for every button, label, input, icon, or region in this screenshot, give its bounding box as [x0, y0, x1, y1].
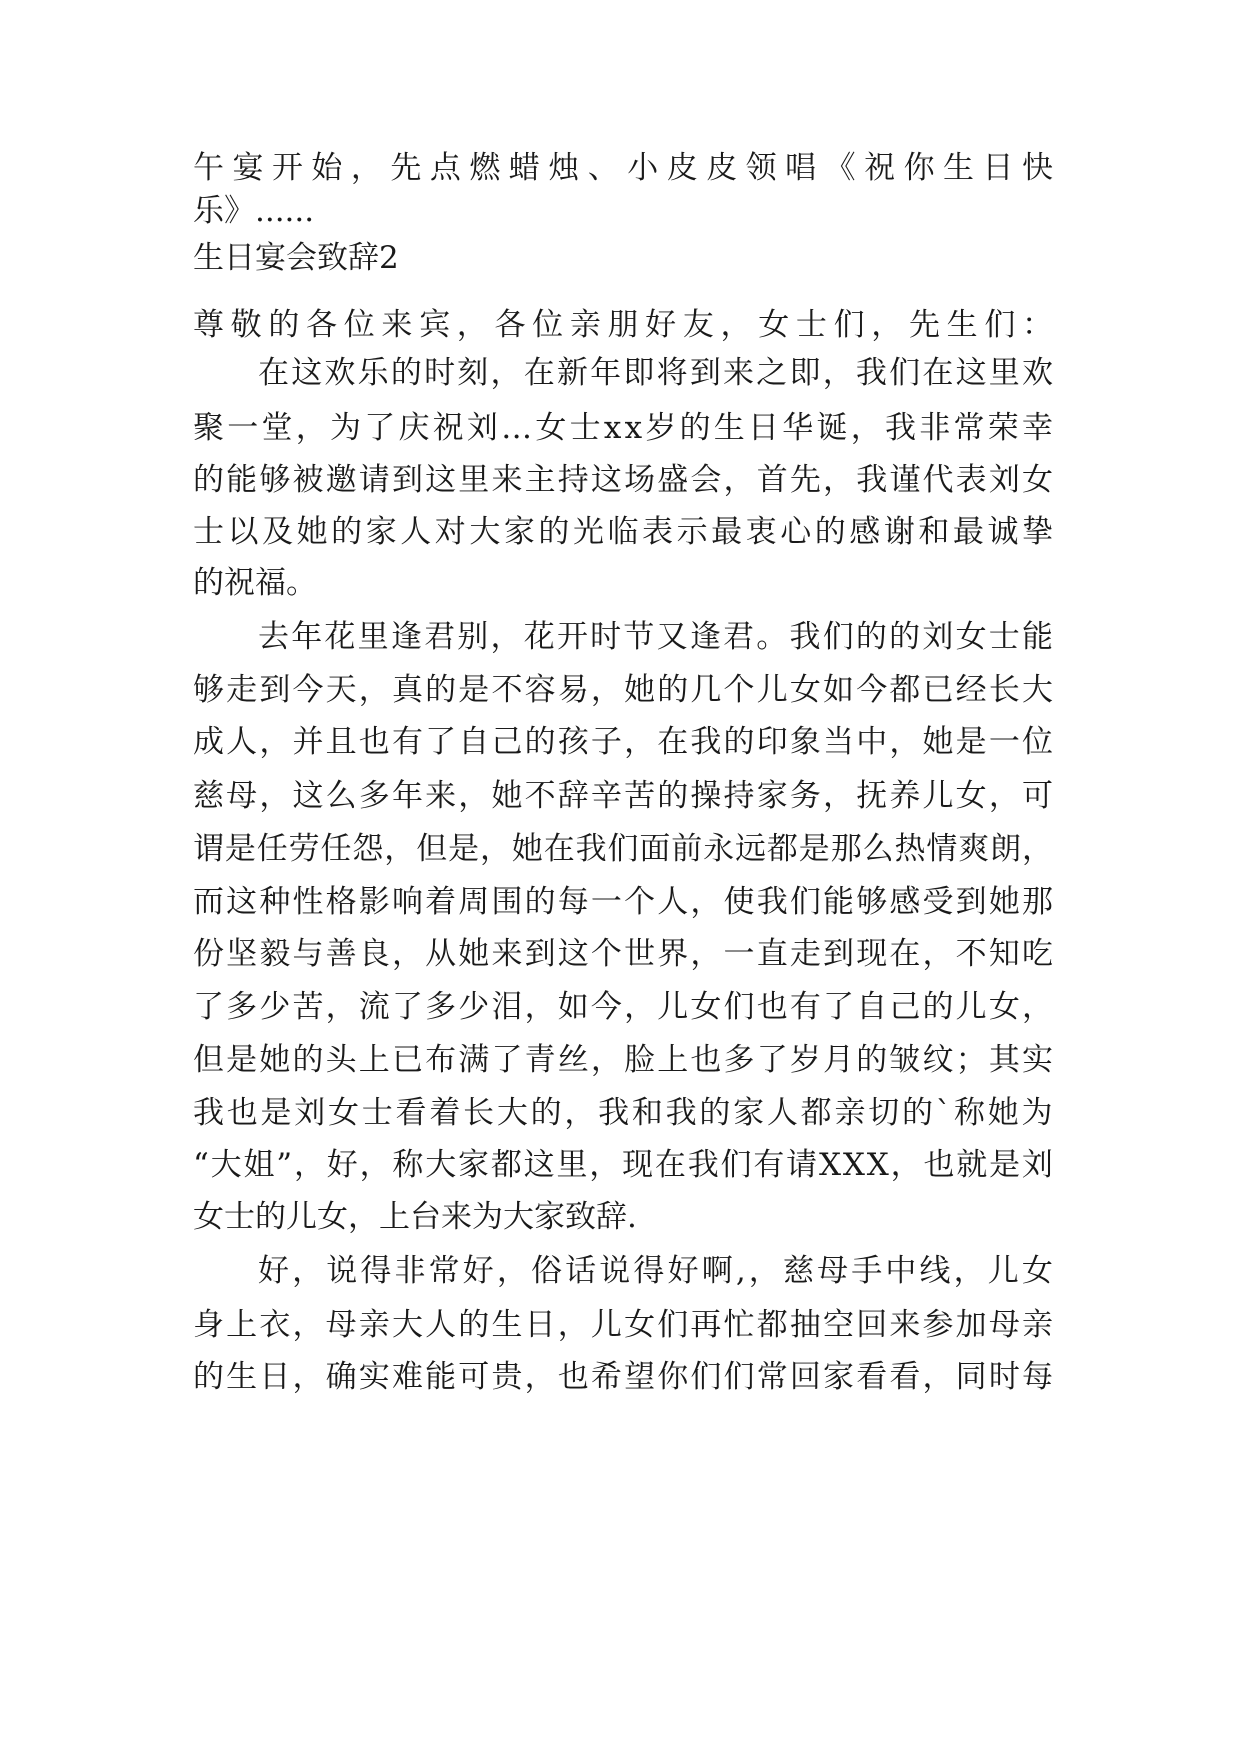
- text-line: 乐》......: [193, 193, 315, 229]
- text-line: 的生日，确实难能可贵，也希望你们们常回家看看，同时每: [193, 1359, 1056, 1395]
- text-line: 去年花里逢君别，花开时节又逢君。我们的的刘女士能: [258, 619, 1056, 655]
- text-line: 但是她的头上已布满了青丝，脸上也多了岁月的皱纹；其实: [193, 1042, 1056, 1078]
- text-line: 午宴开始，先点燃蜡烛、小皮皮领唱《祝你生日快: [193, 150, 1062, 186]
- text-line: 好，说得非常好，俗话说得好啊,，慈母手中线，儿女: [258, 1253, 1056, 1289]
- text-line: 女士的儿女，上台来为大家致辞.: [193, 1199, 637, 1235]
- text-line: 聚一堂，为了庆祝刘…女士xx岁的生日华诞，我非常荣幸: [193, 410, 1057, 446]
- text-line: 的祝福。: [193, 565, 317, 601]
- text-line: 够走到今天，真的是不容易，她的几个儿女如今都已经长大: [193, 672, 1056, 708]
- text-line: 尊敬的各位来宾，各位亲朋好友，女士们，先生们：: [193, 307, 1060, 343]
- section-heading: 生日宴会致辞2: [193, 240, 399, 276]
- text-line: 份坚毅与善良，从她来到这个世界，一直走到现在，不知吃: [193, 936, 1056, 972]
- text-line: 了多少苦，流了多少泪，如今，儿女们也有了自己的儿女，: [193, 989, 1056, 1025]
- text-line: “大姐”，好，称大家都这里，现在我们有请XXX，也就是刘: [193, 1147, 1055, 1183]
- text-line: 成人，并且也有了自己的孩子，在我的印象当中，她是一位: [193, 724, 1056, 760]
- text-line: 而这种性格影响着周围的每一个人，使我们能够感受到她那: [193, 884, 1056, 920]
- text-line: 士以及她的家人对大家的光临表示最衷心的感谢和最诚挚: [193, 514, 1057, 550]
- text-line: 谓是任劳任怨，但是，她在我们面前永远都是那么热情爽朗，: [193, 831, 1054, 867]
- text-line: 我也是刘女士看着长大的，我和我的家人都亲切的`称她为: [193, 1095, 1056, 1131]
- text-line: 身上衣，母亲大人的生日，儿女们再忙都抽空回来参加母亲: [193, 1307, 1056, 1343]
- text-line: 在这欢乐的时刻，在新年即将到来之即，我们在这里欢: [258, 355, 1056, 391]
- text-line: 慈母，这么多年来，她不辞辛苦的操持家务，抚养儿女，可: [193, 778, 1056, 814]
- text-line: 的能够被邀请到这里来主持这场盛会，首先，我谨代表刘女: [193, 462, 1056, 498]
